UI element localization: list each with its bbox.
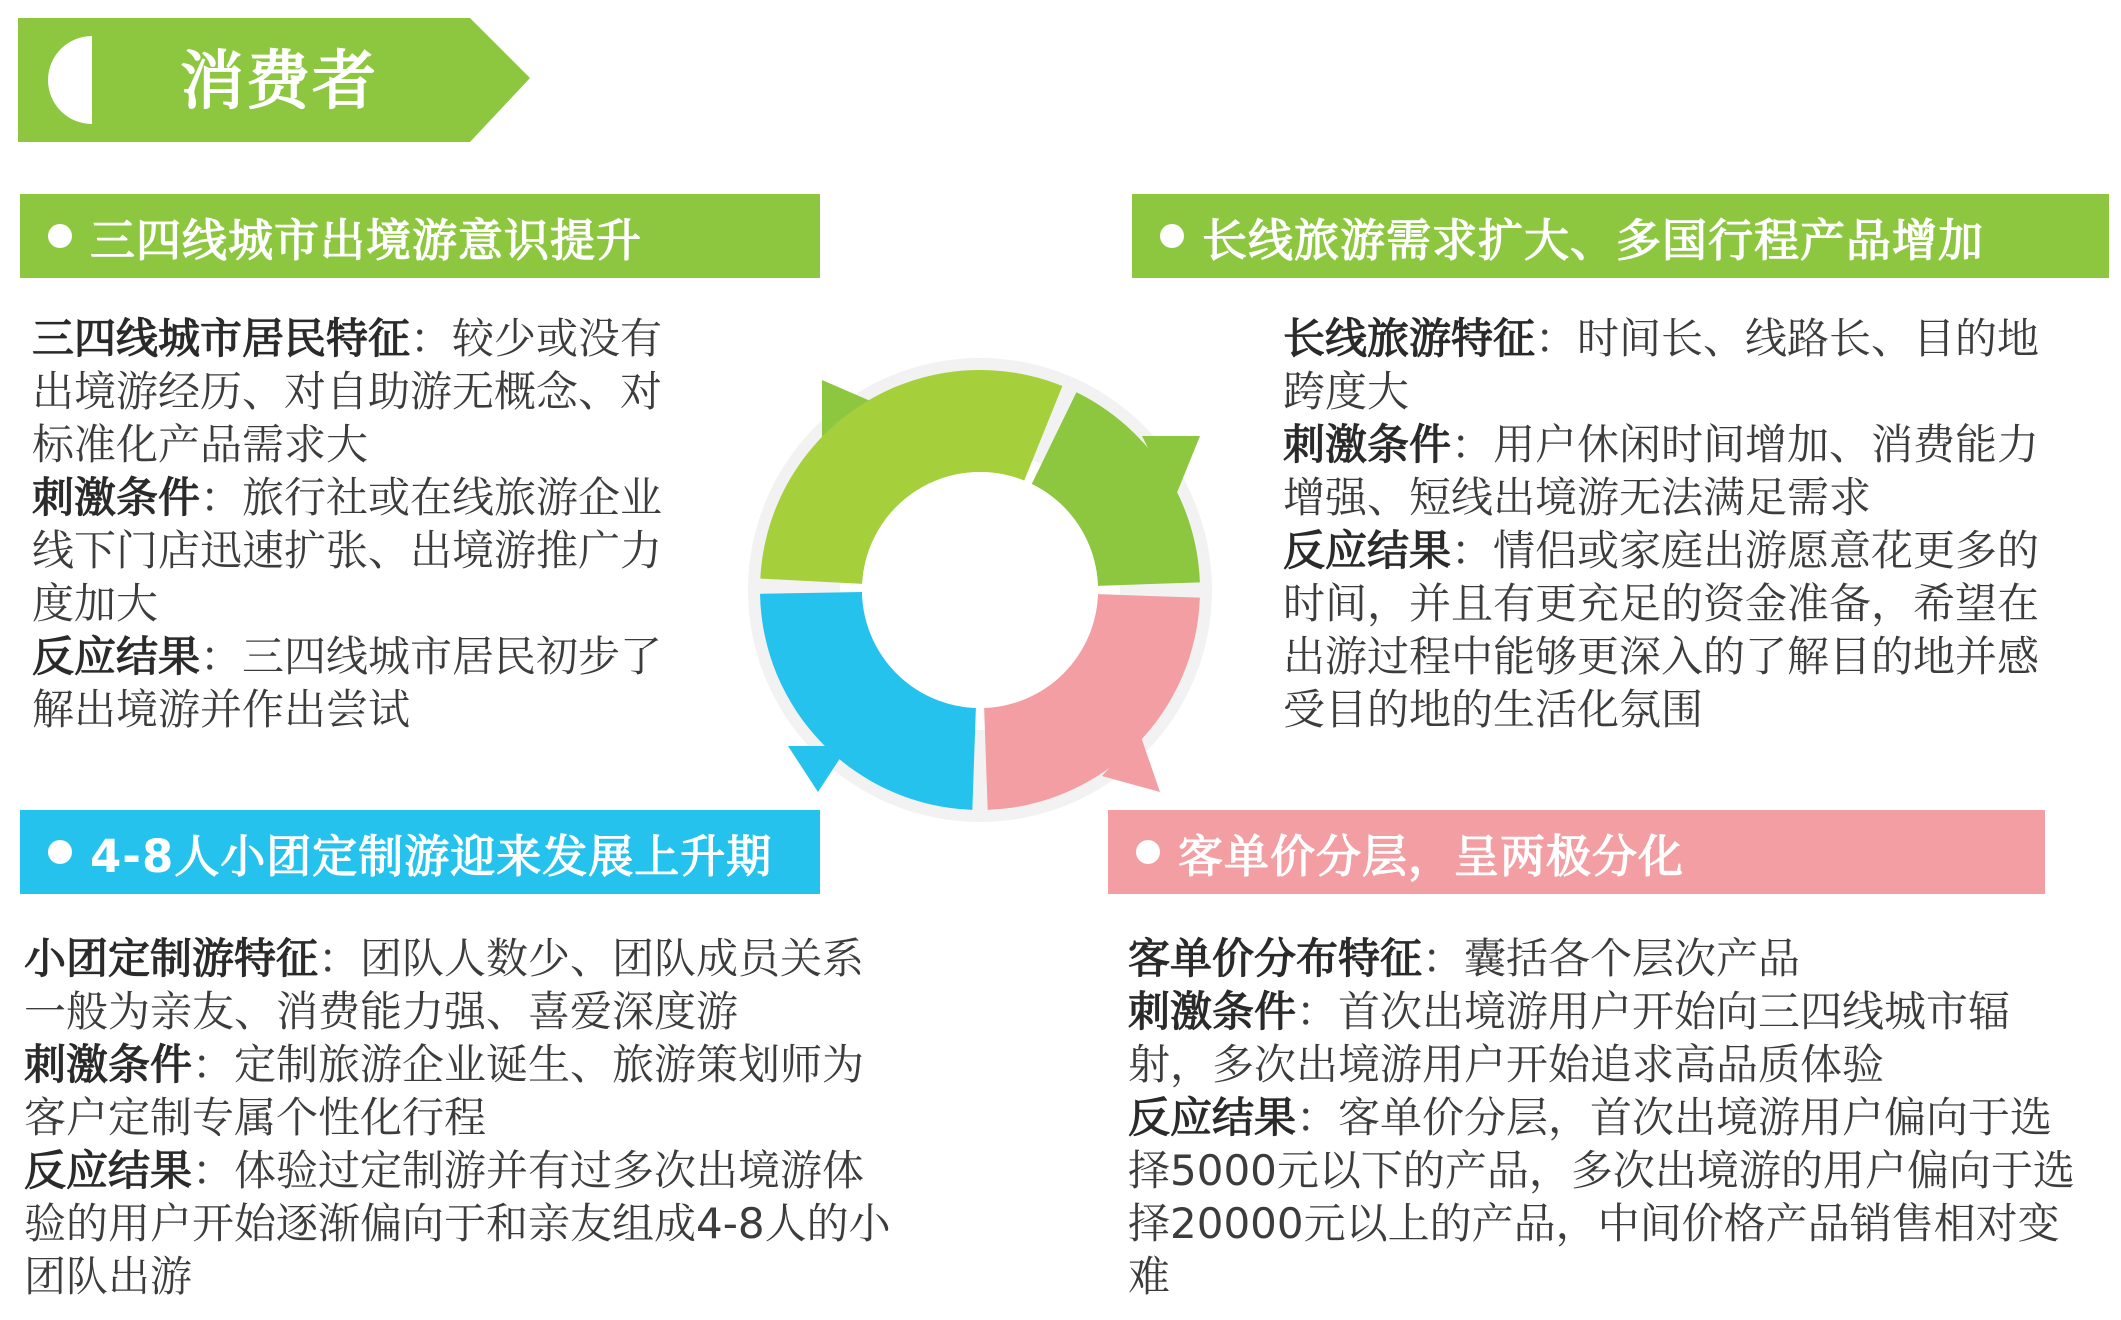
item-characteristics: 长线旅游特征：时间长、线路长、目的地跨度大 — [1283, 314, 2040, 416]
item-stimulus: 刺激条件：旅行社或在线旅游企业线下门店迅速扩张、出境游推广力度加大 — [32, 473, 663, 628]
item-result: 反应结果：三四线城市居民初步了解出境游并作出尝试 — [32, 632, 663, 734]
item-result: 反应结果：体验过定制游并有过多次出境游体验的用户开始逐渐偏向于和亲友组成4-8人的小团队出游 — [24, 1146, 891, 1301]
item-result: 反应结果：情侣或家庭出游愿意花更多的 时间，并且有更充足的资金准备，希望在出游过程中能够更深入的了解目的地并感受目的地的生活化氛围 — [1283, 526, 2040, 734]
bullet-dot-icon — [48, 840, 72, 864]
item-stimulus: 刺激条件：用户休闲时间增加、消费能力增强、短线出境游无法满足需求 — [1283, 420, 2040, 522]
quadrant-text-bottom-left — [24, 932, 904, 1303]
quadrant-text-top-left — [32, 312, 692, 736]
donut-hole — [862, 472, 1098, 708]
heading-text: 客单价分层，呈两极分化 — [1178, 829, 1685, 883]
page-title: 消费者 — [180, 45, 378, 119]
heading-bar-price-tiers — [1108, 810, 2045, 894]
heading-text: 4-8人小团定制游迎来发展上升期 — [90, 829, 773, 883]
item-characteristics: 客单价分布特征：囊括各个层次产品 — [1128, 934, 1801, 983]
heading-text: 三四线城市出境游意识提升 — [90, 213, 643, 267]
bullet-dot-icon — [1136, 840, 1160, 864]
item-result: 反应结果：客单价分层，首次出境游用户偏向于选择5000元以下的产品，多次出境游的用户偏向于选择20000元以上的产品，中间价格产品销售相对变难 — [1128, 1093, 2075, 1301]
quadrant-text-top-right — [1283, 312, 2043, 736]
item-characteristics: 三四线城市居民特征：较少或没有出境游经历、对自助游无概念、对标准化产品需求大 — [32, 314, 663, 469]
quadrant-text-bottom-right — [1128, 932, 2088, 1303]
bullet-dot-icon — [1160, 224, 1184, 248]
item-characteristics: 小团定制游特征：团队人数少、团队成员关系一般为亲友、消费能力强、喜爱深度游 — [24, 934, 865, 1036]
heading-bar-long-haul-demand — [1132, 194, 2109, 278]
item-stimulus: 刺激条件：定制旅游企业诞生、旅游策划师为客户定制专属个性化行程 — [24, 1040, 865, 1142]
bullet-dot-icon — [48, 224, 72, 248]
heading-text: 长线旅游需求扩大、多国行程产品增加 — [1202, 213, 1985, 267]
item-stimulus: 刺激条件：首次出境游用户开始向三四线城市辐射，多次出境游用户开始追求高品质体验 — [1128, 987, 2011, 1089]
heading-bar-small-group-custom — [20, 810, 820, 894]
heading-bar-tier34-awareness — [20, 194, 820, 278]
donut-diagram — [740, 350, 1220, 830]
